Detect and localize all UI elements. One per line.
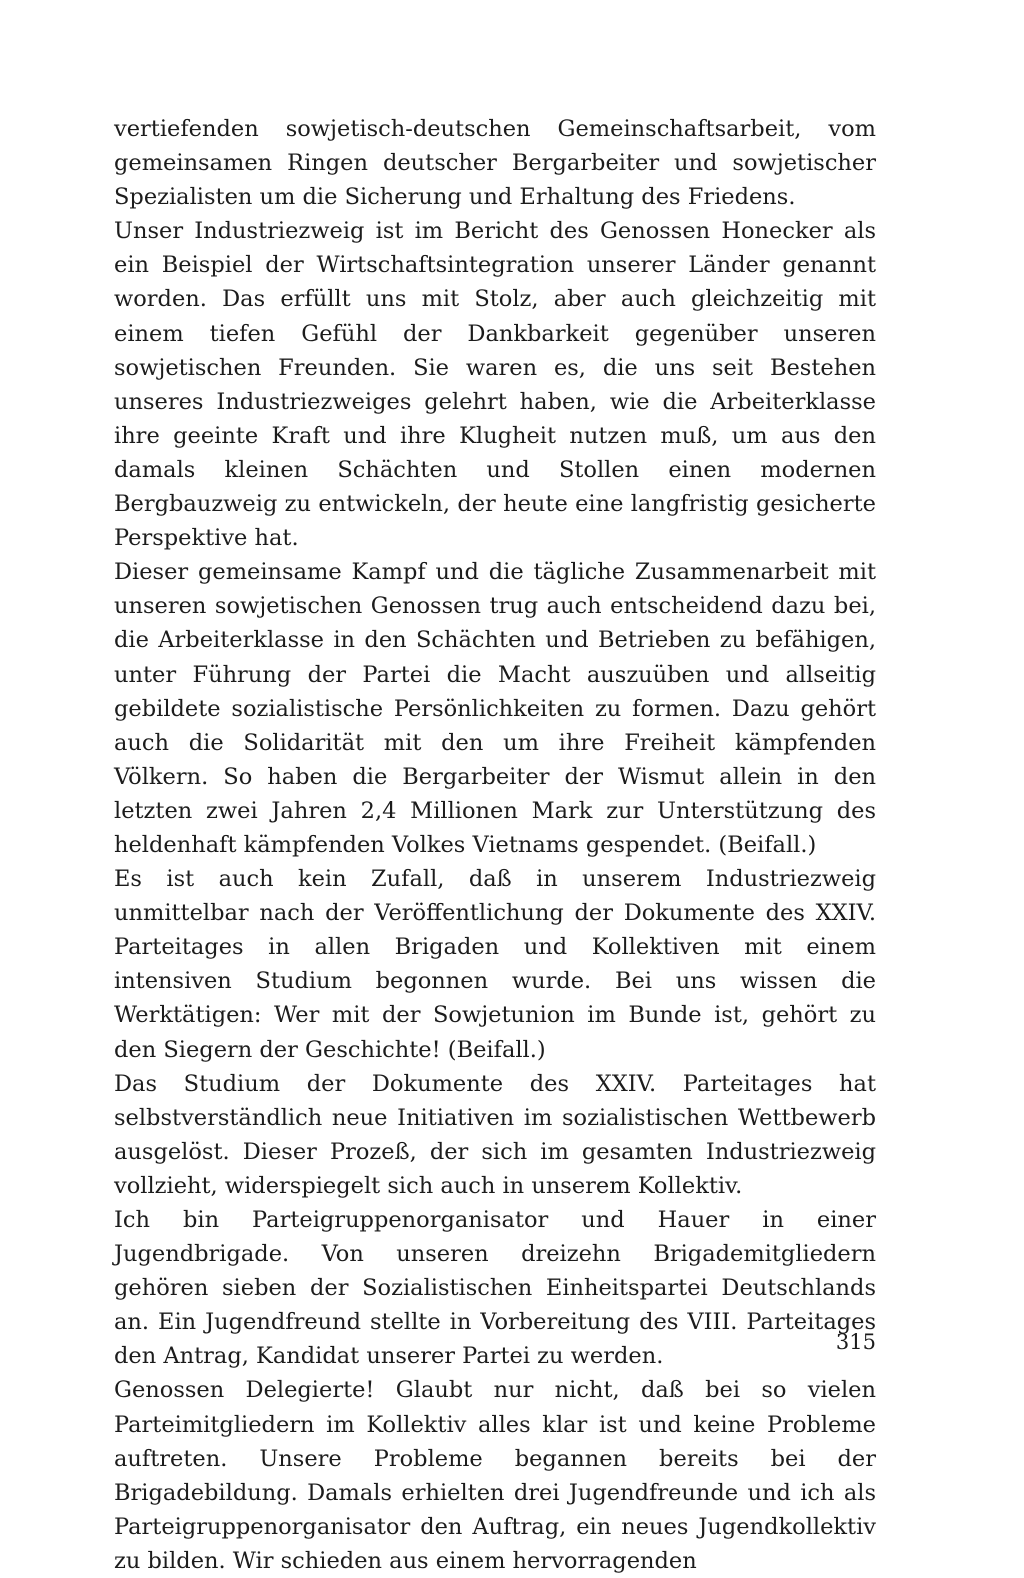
page-number: 315 — [835, 1330, 876, 1354]
paragraph-4: Es ist auch kein Zufall, daß in unserem Industriezweig unmittelbar nach der Veröffentlichung der Dokumente des XXIV. Parteitages in allen Brigaden und Kollektiven mit einem intensiven Studium begonnen wurde. Bei uns wissen die Werktätigen: Wer mit der Sowjetunion im Bunde ist, gehört zu den Siegern der Geschichte! (Beifall.) — [114, 866, 876, 1063]
paragraph-2: Unser Industriezweig ist im Bericht des Genossen Honecker als ein Beispiel der Wirtschaftsintegration unserer Länder genannt worden. Das erfüllt uns mit Stolz, aber auch gleichzeitig mit einem tiefen Gefühl der Dankbarkeit gegenüber unseren sowjetischen Freunden. Sie waren es, die uns seit Bestehen unseres Industriezweiges gelehrt haben, wie die Arbeiterklasse ihre geeinte Kraft und ihre Klugheit nutzen muß, um aus den damals kleinen Schächten und Stollen einen modernen Bergbauzweig zu entwickeln, der heute eine langfristig gesicherte Perspektive hat. — [114, 218, 876, 552]
body-text — [114, 112, 876, 1578]
paragraph-5: Das Studium der Dokumente des XXIV. Parteitages hat selbstverständlich neue Initiativen im sozialistischen Wettbewerb ausgelöst. Dieser Prozeß, der sich im gesamten Industriezweig vollzieht, widerspiegelt sich auch in unserem Kollektiv. — [114, 1070, 876, 1199]
paragraph-3: Dieser gemeinsame Kampf und die tägliche Zusammenarbeit mit unseren sowjetischen Genossen trug auch entscheidend dazu bei, die Arbeiterklasse in den Schächten und Betrieben zu befähigen, unter Führung der Partei die Macht auszuüben und allseitig gebildete sozialistische Persönlichkeiten zu formen. Dazu gehört auch die Solidarität mit den um ihre Freiheit kämpfenden Völkern. So haben die Bergarbeiter der Wismut allein in den letzten zwei Jahren 2,4 Millionen Mark zur Unterstützung des heldenhaft kämpfenden Volkes Vietnams gespendet. (Beifall.) — [114, 559, 876, 858]
paragraph-7: Genossen Delegierte! Glaubt nur nicht, daß bei so vielen Parteimitgliedern im Kollektiv alles klar ist und keine Probleme auftreten. Unsere Probleme begannen bereits bei der Brigadebildung. Damals erhielten drei Jugendfreunde und ich als Parteigruppenorganisator den Auftrag, ein neues Jugendkollektiv zu bilden. Wir schieden aus einem hervorragenden — [114, 1377, 876, 1574]
paragraph-1: vertiefenden sowjetisch-deutschen Gemeinschaftsarbeit, vom gemeinsamen Ringen deutscher Bergarbeiter und sowjetischer Spezialisten um die Sicherung und Erhaltung des Friedens. — [114, 116, 876, 211]
paragraph-6: Ich bin Parteigruppenorganisator und Hauer in einer Jugendbrigade. Von unseren dreizehn Brigademitgliedern gehören sieben der Sozialistischen Einheitspartei Deutschlands an. Ein Jugendfreund stellte in Vorbereitung des VIII. Parteitages den Antrag, Kandidat unserer Partei zu werden. — [114, 1207, 876, 1370]
